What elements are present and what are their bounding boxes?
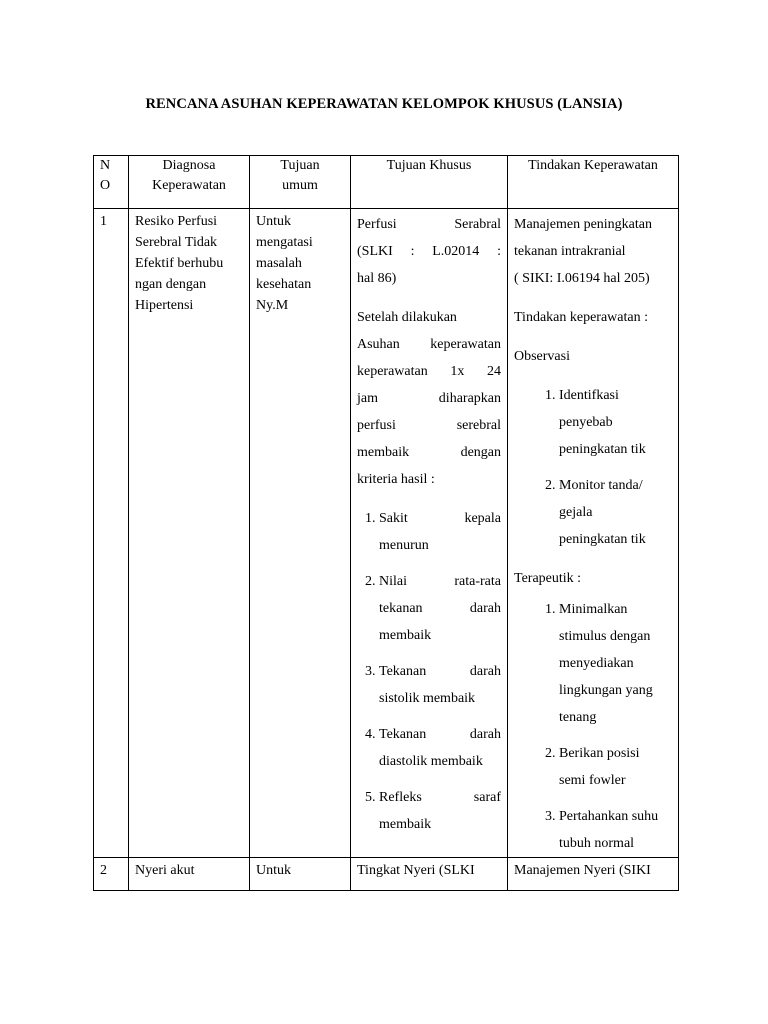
criteria-item: 3. Tekanan darah sistolik membaik [379, 658, 501, 712]
tindakan-label: Tindakan keperawatan : [514, 310, 648, 325]
header-no: N O [94, 156, 129, 209]
header-tindakan: Tindakan Keperawatan [508, 156, 679, 209]
row2-tujuan-umum: Untuk [250, 858, 351, 891]
row1-no: 1 [94, 209, 129, 858]
table-row [94, 209, 679, 858]
terapeutik-label: Terapeutik : [514, 571, 582, 586]
terapeutik-item: 3. Pertahankan suhu tubuh normal [559, 803, 666, 857]
row1-tujuan-khusus: Perfusi Serabral (SLKI : L.02014 : hal 86) Setelah dilakukan Asuhan keperawatan keperawatan 1x 24 jam diharapkan perfusi serebral membaik dengan kriteria hasil : 1. Sakit kepala menurun 2. Nilai rata-rata tekanan darah membaik 3. Tekanan darah sistolik membaik 4. Tekanan darah diastolik membaik 5. Refleks saraf membaik [351, 209, 508, 858]
row2-diagnosa: Nyeri akut [129, 858, 250, 891]
header-tujuan-umum: Tujuan umum [250, 156, 351, 209]
terapeutik-item: 1. Minimalkan stimulus dengan menyediakan lingkungan yang tenang [559, 596, 666, 731]
table-row [94, 858, 679, 891]
care-plan-table [93, 155, 679, 891]
criteria-item: 2. Nilai rata-rata tekanan darah membaik [379, 568, 501, 649]
header-tujuan-khusus: Tujuan Khusus [351, 156, 508, 209]
row2-tujuan-khusus: Tingkat Nyeri (SLKI [351, 858, 508, 891]
terapeutik-item: 2. Berikan posisi semi fowler [559, 740, 666, 794]
row2-tindakan: Manajemen Nyeri (SIKI [508, 858, 679, 891]
row1-tindakan: Manajemen peningkatan tekanan intrakranial ( SIKI: I.06194 hal 205) Tindakan keperawatan : Observasi 1. Identifkasi penyebab peningkatan tik 2. Monitor tanda/ gejala peningkatan tik Terapeutik : 1. Minimalkan stimulus dengan menyediakan lingkungan yang tenang 2. Berikan posisi semi fowler 3. Pertahankan suhu tubuh normal [508, 209, 679, 858]
row1-diagnosa: Resiko Perfusi Serebral Tidak Efektif berhubu ngan dengan Hipertensi [129, 209, 250, 858]
criteria-item: 1. Sakit kepala menurun [379, 505, 501, 559]
observasi-item: 2. Monitor tanda/ gejala peningkatan tik [559, 472, 658, 553]
table-header-row [94, 156, 679, 209]
observasi-list [514, 382, 672, 553]
criteria-item: 4. Tekanan darah diastolik membaik [379, 721, 501, 775]
observasi-label: Observasi [514, 349, 570, 364]
row1-tujuan-umum: Untuk mengatasi masalah kesehatan Ny.M [250, 209, 351, 858]
document-title: RENCANA ASUHAN KEPERAWATAN KELOMPOK KHUSUS (LANSIA) [145, 96, 623, 112]
header-diagnosa: Diagnosa Keperawatan [129, 156, 250, 209]
observasi-item: 1. Identifkasi penyebab peningkatan tik [559, 382, 658, 463]
terapeutik-list [514, 596, 672, 857]
criteria-list [357, 505, 501, 838]
row2-no: 2 [94, 858, 129, 891]
criteria-item: 5. Refleks saraf membaik [379, 784, 501, 838]
